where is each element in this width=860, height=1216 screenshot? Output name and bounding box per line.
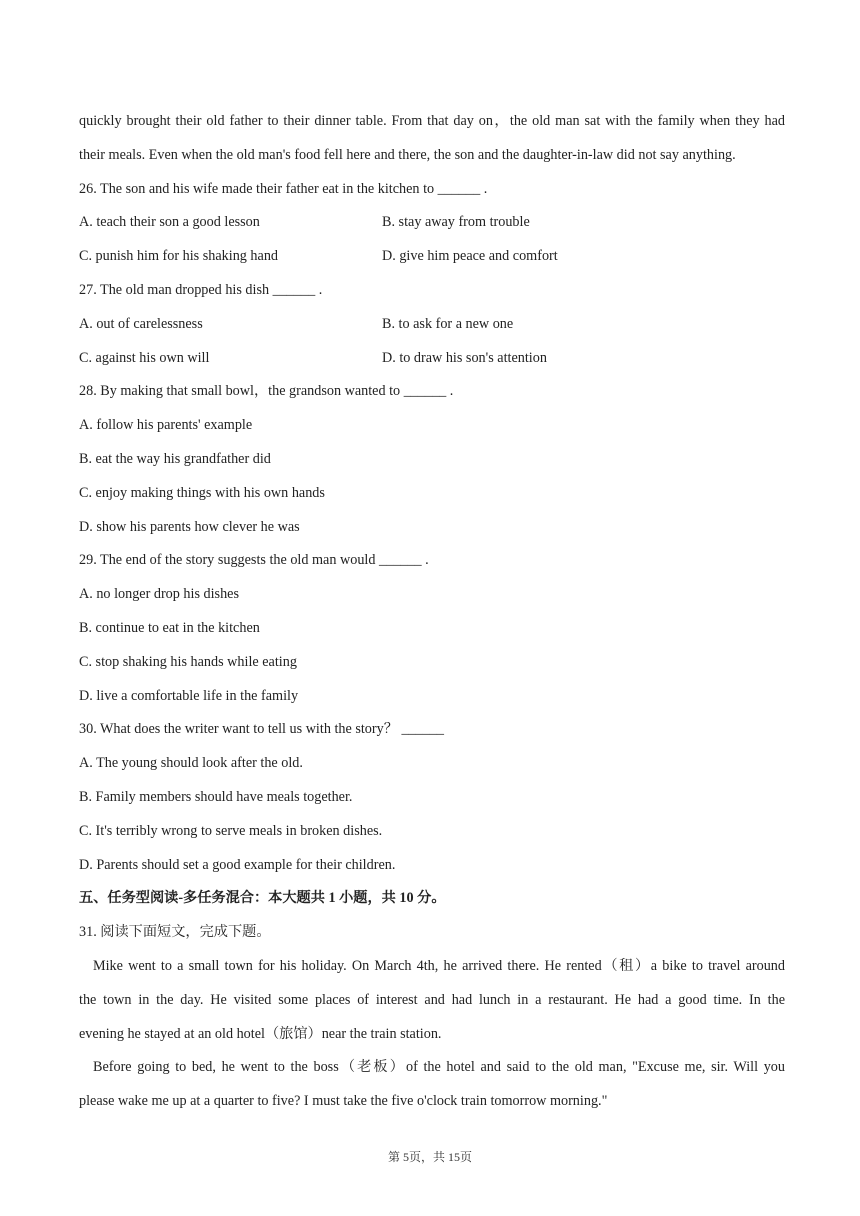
- option-b: B. eat the way his grandfather did: [79, 450, 271, 467]
- passage-line: please wake me up at a quarter to five? I must take the five o'clock train tomorrow morning.": [79, 1093, 608, 1110]
- question-27-stem: 27. The old man dropped his dish ______ .: [79, 281, 323, 298]
- section-heading: 五、任务型阅读-多任务混合：本大题共 1 小题，共 10 分。: [79, 890, 446, 907]
- passage-line: evening he stayed at an old hotel（旅馆）near the train station.: [79, 1025, 442, 1042]
- option-a: A. teach their son a good lesson: [79, 214, 260, 231]
- question-26-options-row: [79, 206, 785, 240]
- passage-line: their meals. Even when the old man's food fell here and there, the son and the daughter-in-law did not say anything.: [79, 146, 736, 163]
- question-27-options-row: [79, 308, 785, 342]
- question-28-stem: 28. By making that small bowl，the grandson wanted to ______ .: [79, 383, 454, 400]
- option-d: D. give him peace and comfort: [382, 248, 558, 265]
- passage-line: quickly brought their old father to their dinner table. From that day on，the old man sat with the family when they had: [79, 113, 785, 129]
- option-d: D. live a comfortable life in the family: [79, 687, 299, 704]
- option-d: D. show his parents how clever he was: [79, 518, 300, 535]
- document-page: [79, 105, 785, 1119]
- page-footer: 第 5页，共 15页: [387, 1150, 472, 1164]
- option-a: A. out of carelessness: [79, 315, 203, 332]
- option-c: C. stop shaking his hands while eating: [79, 653, 297, 670]
- option-d: D. Parents should set a good example for their children.: [79, 856, 396, 873]
- question-30-stem: 30. What does the writer want to tell us with the story？ ______: [79, 721, 445, 738]
- option-b: B. stay away from trouble: [382, 214, 530, 231]
- passage-line: Before going to bed, he went to the boss（老板）of the hotel and said to the old man, "Excuse me, sir. Will you: [93, 1059, 785, 1076]
- question-26-stem: 26. The son and his wife made their father eat in the kitchen to ______ .: [79, 180, 488, 197]
- option-a: A. no longer drop his dishes: [79, 586, 239, 603]
- question-31-intro: 31. 阅读下面短文，完成下题。: [79, 924, 271, 941]
- option-c: C. against his own will: [79, 349, 210, 366]
- option-c: C. punish him for his shaking hand: [79, 248, 279, 265]
- question-26-options-row: [79, 240, 785, 274]
- question-27-options-row: [79, 342, 785, 376]
- option-b: B. continue to eat in the kitchen: [79, 619, 260, 636]
- option-b: B. Family members should have meals together.: [79, 788, 353, 805]
- question-29-stem: 29. The end of the story suggests the old man would ______ .: [79, 552, 429, 569]
- option-a: A. follow his parents' example: [79, 417, 253, 434]
- option-a: A. The young should look after the old.: [79, 755, 303, 772]
- option-b: B. to ask for a new one: [382, 315, 514, 332]
- passage-line: Mike went to a small town for his holiday. On March 4th, he arrived there. He rented（租）a bike to travel around: [93, 957, 785, 974]
- passage-line: the town in the day. He visited some places of interest and had lunch in a restaurant. He had a good time. In the: [79, 991, 785, 1008]
- option-c: C. It's terribly wrong to serve meals in broken dishes.: [79, 822, 383, 839]
- option-c: C. enjoy making things with his own hands: [79, 484, 325, 501]
- option-d: D. to draw his son's attention: [382, 349, 547, 366]
